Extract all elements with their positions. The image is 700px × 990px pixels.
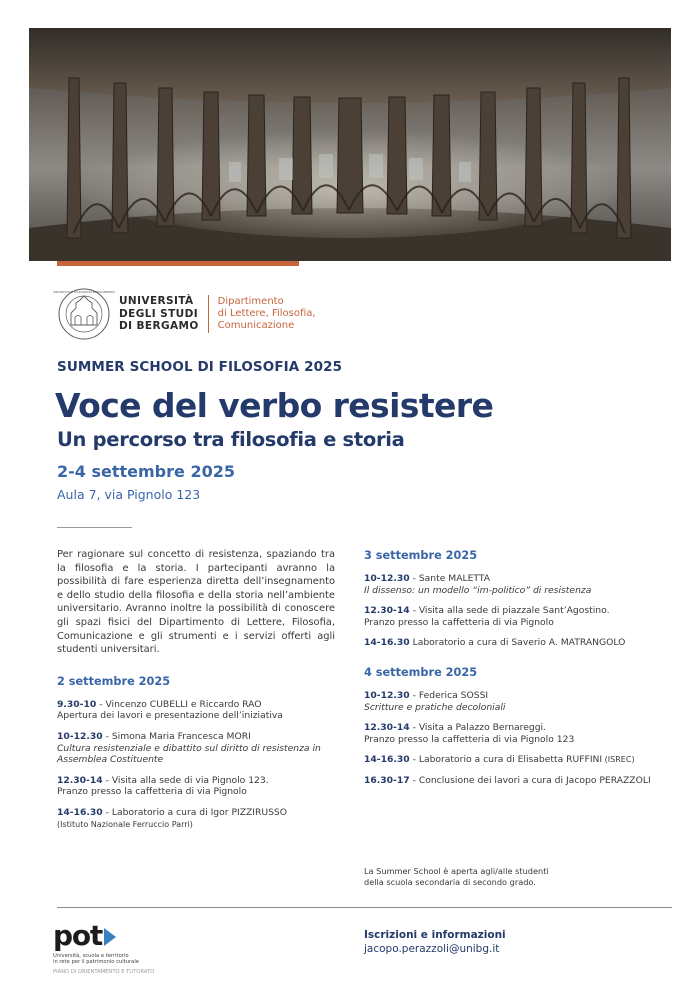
department-name bbox=[218, 296, 316, 332]
department-line: Dipartimento bbox=[217, 296, 284, 307]
event-detail: Pranzo presso la caffetteria di via Pignolo bbox=[364, 616, 554, 628]
event-topic: Il dissenso: un modello “im-politico” di resistenza bbox=[364, 584, 592, 596]
event-sep: - bbox=[102, 774, 112, 786]
contact-email[interactable]: jacopo.perazzoli@unibg.it bbox=[364, 943, 500, 955]
program-event bbox=[364, 605, 664, 628]
event-speaker: Visita alla sede di via Pignolo 123. bbox=[111, 774, 269, 786]
program-event bbox=[364, 637, 664, 649]
event-time: 12.30-14 bbox=[364, 605, 410, 617]
event-sep: - bbox=[409, 722, 419, 734]
event-time: 14-16.30 bbox=[364, 637, 410, 649]
event-speaker: Laboratorio a cura di Igor PIZZIRUSSO bbox=[111, 806, 288, 818]
hero-photo bbox=[29, 28, 671, 261]
event-time: 10-12.30 bbox=[57, 730, 103, 742]
event-sep: - bbox=[409, 689, 419, 701]
event-time: 10-12.30 bbox=[364, 573, 410, 584]
pot-tagline-line: in rete per il patrimonio culturale bbox=[53, 959, 139, 966]
pot-tagline-line: Università, scuola e territorio bbox=[53, 953, 129, 959]
play-arrow-icon bbox=[104, 928, 116, 946]
event-topic: Scritture e pratiche decoloniali bbox=[364, 701, 506, 713]
program-event bbox=[364, 775, 664, 787]
event-time: 16.30-17 bbox=[364, 774, 410, 786]
program-event bbox=[364, 573, 664, 596]
note-line: della scuola secondaria di secondo grado. bbox=[364, 877, 536, 887]
university-line: UNIVERSITÀ bbox=[119, 295, 194, 308]
event-speaker: Federica SOSSI bbox=[418, 689, 489, 701]
university-seal-icon bbox=[52, 287, 116, 341]
intro-paragraph: Per ragionare sul concetto di resistenza, spaziando tra la filosofia e la storia. I partecipanti avranno la possibilità di fare esperienza diretta dell’insegnamento e dello studio della filosofia e della storia nell’ambiente universitario. Avranno inoltre la possibilità di conoscere gli spazi fisici del Dipartimento di Lettere, Filosofia, Comunicazione e gli strumenti e i servizi offerti agli studenti universitari. bbox=[57, 549, 335, 656]
event-speaker: Visita a Palazzo Bernareggi. bbox=[418, 722, 547, 734]
program-event bbox=[57, 775, 335, 798]
university-line: DI BERGAMO bbox=[119, 320, 199, 333]
left-column bbox=[57, 548, 335, 839]
event-speaker: Sante MALETTA bbox=[418, 573, 491, 584]
event-sep: - bbox=[409, 573, 419, 584]
event-speaker: Simona Maria Francesca MORI bbox=[111, 730, 251, 742]
day-heading: 3 settembre 2025 bbox=[364, 549, 478, 562]
program-event bbox=[364, 754, 664, 766]
pot-tagline bbox=[53, 953, 154, 966]
right-column bbox=[364, 549, 664, 796]
event-time: 14-16.30 bbox=[57, 806, 103, 818]
divider bbox=[57, 527, 132, 528]
program-event bbox=[57, 807, 335, 830]
event-speaker: Conclusione dei lavori a cura di Jacopo PERAZZOLI bbox=[418, 774, 651, 786]
event-sep: - bbox=[102, 730, 112, 742]
event-sep: - bbox=[102, 806, 112, 818]
note-line: La Summer School è aperta agli/alle studenti bbox=[364, 866, 549, 876]
program-event bbox=[364, 722, 664, 745]
event-sep: - bbox=[409, 605, 419, 617]
pot-wordmark: pot bbox=[53, 919, 103, 952]
university-line: DEGLI STUDI bbox=[119, 307, 199, 320]
page-subtitle: Un percorso tra filosofia e storia bbox=[57, 428, 405, 451]
event-speaker: Vincenzo CUBELLI e Riccardo RAO bbox=[105, 698, 262, 710]
pot-logo bbox=[53, 919, 155, 975]
event-time: 10-12.30 bbox=[364, 689, 410, 701]
event-detail: (Istituto Nazionale Ferruccio Parri) bbox=[57, 819, 193, 829]
event-detail: Pranzo presso la caffetteria di via Pignolo bbox=[57, 786, 247, 798]
event-speaker: Laboratorio a cura di Elisabetta RUFFINI bbox=[418, 754, 603, 766]
event-detail: Apertura dei lavori e presentazione dell’iniziativa bbox=[57, 710, 283, 722]
event-speaker: Laboratorio a cura di Saverio A. MATRANGOLO bbox=[412, 637, 626, 649]
event-place: Aula 7, via Pignolo 123 bbox=[57, 487, 201, 502]
event-sep: - bbox=[96, 698, 106, 710]
event-affiliation: (ISREC) bbox=[602, 755, 635, 765]
event-topic: Cultura resistenziale e dibattito sul diritto di resistenza in Assemblea Costituente bbox=[57, 742, 321, 766]
page-title: Voce del verbo resistere bbox=[55, 386, 494, 425]
department-line: di Lettere, Filosofia, bbox=[217, 308, 316, 319]
event-sep: - bbox=[409, 754, 419, 766]
event-dates: 2-4 settembre 2025 bbox=[57, 462, 235, 481]
program-event bbox=[57, 731, 335, 766]
pot-tagline-grey: PIANO DI ORIENTAMENTO E TUTORATO bbox=[53, 968, 155, 975]
event-time: 14-16.30 bbox=[364, 754, 410, 766]
event-eyebrow: SUMMER SCHOOL DI FILOSOFIA 2025 bbox=[57, 359, 343, 375]
event-time: 9.30-10 bbox=[57, 698, 97, 710]
day-heading: 4 settembre 2025 bbox=[364, 665, 478, 679]
event-speaker: Visita alla sede di piazzale Sant’Agostino. bbox=[418, 605, 610, 617]
seal-text: UNIVERSITAS STUDIORUM BERGOMENSIS bbox=[52, 290, 116, 295]
program-event bbox=[57, 699, 335, 722]
contact-block bbox=[364, 929, 506, 955]
university-name bbox=[119, 295, 209, 333]
event-time: 12.30-14 bbox=[364, 722, 410, 734]
university-logo bbox=[52, 286, 316, 342]
eligibility-note bbox=[364, 866, 549, 888]
contact-heading: Iscrizioni e informazioni bbox=[364, 929, 506, 941]
event-detail: Pranzo presso la caffetteria di via Pignolo 123 bbox=[364, 733, 575, 745]
program-event bbox=[364, 690, 664, 713]
event-sep: - bbox=[409, 774, 419, 786]
event-time: 12.30-14 bbox=[57, 774, 103, 786]
department-line: Comunicazione bbox=[217, 320, 295, 331]
accent-bar bbox=[57, 261, 299, 266]
footer-divider bbox=[57, 907, 672, 908]
day-heading: 2 settembre 2025 bbox=[57, 674, 171, 688]
